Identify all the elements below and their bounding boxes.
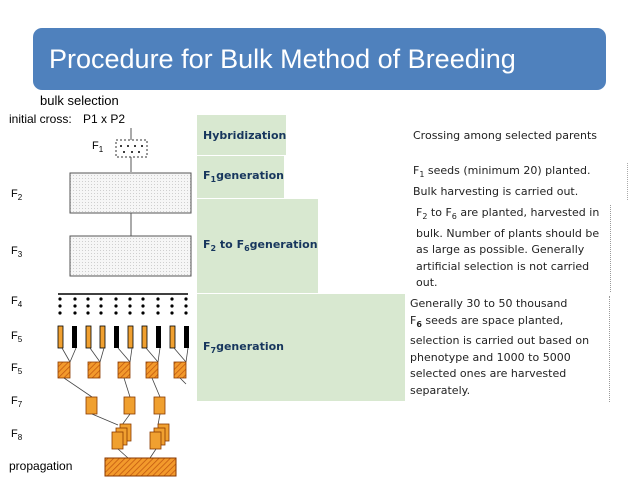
gen-letter: F <box>11 330 18 342</box>
gen-number: 8 <box>17 433 23 443</box>
f2-bulk-plot <box>70 173 191 213</box>
f6-plots <box>58 362 186 378</box>
desc-f7-generation: Generally 30 to 50 thousand $F_6$ seeds are space planted, selection is carried out based on phenotype and 1000 to 5000 selected ones are harvested separately. <box>407 296 610 402</box>
selection-lines <box>118 449 156 458</box>
stage-label: $F_7generation$ <box>203 339 284 356</box>
propagation-plot <box>105 458 176 476</box>
stage-f1-generation <box>197 156 284 199</box>
stage-label: Hybridization <box>203 128 287 142</box>
cross-label-text: initial cross: <box>9 112 72 126</box>
gen-letter: F <box>11 395 18 407</box>
stage-f7-generation <box>197 294 405 402</box>
f1-letter: F <box>92 140 99 152</box>
propagation-label: propagation <box>9 459 73 473</box>
gen-letter: F <box>11 362 18 374</box>
f7-plots <box>86 397 165 414</box>
f1-number: 1 <box>98 145 104 155</box>
f8-plots <box>112 424 169 449</box>
diagram-heading: bulk selection <box>40 93 119 108</box>
gen-number: 3 <box>17 250 23 260</box>
stage-label: $F_2$ to $F_6generation$ <box>203 238 318 254</box>
gen-number: 5 <box>17 367 23 377</box>
desc-hybridization <box>413 128 628 145</box>
gen-letter: F <box>11 428 18 440</box>
selection-lines <box>64 378 186 397</box>
gen-number: 2 <box>17 193 23 203</box>
desc-f2-f6-generation: $F_2$ to $F_6$ are planted, harvested in bulk. Number of plants should be as large as possible. Generally artificial selection is not carried out. <box>413 205 611 292</box>
f1-plot <box>116 140 147 157</box>
gen-number: 7 <box>17 400 23 410</box>
slide-title: Procedure for Bulk Method of Breeding <box>49 43 516 74</box>
f4-plants <box>58 294 188 315</box>
cross-parents: P1 x P2 <box>83 112 126 126</box>
gen-number: 5 <box>17 335 23 345</box>
stage-label: $F_1generation$ <box>203 169 284 185</box>
gen-letter: F <box>11 245 18 257</box>
gen-letter: F <box>11 188 18 200</box>
f3-bulk-plot <box>70 236 191 276</box>
f5-plots <box>58 326 189 348</box>
desc-f1-generation: $F_1$ seeds (minimum 20) planted. Bulk harvesting is carried out. <box>413 163 628 200</box>
selection-lines <box>92 414 160 425</box>
selection-lines <box>62 348 188 362</box>
desc-text: Crossing among selected parents <box>413 129 598 142</box>
stage-f2-f6-generation <box>197 199 318 294</box>
gen-letter: F <box>11 295 18 307</box>
gen-number: 4 <box>17 300 23 310</box>
stage-hybridization <box>197 115 286 156</box>
